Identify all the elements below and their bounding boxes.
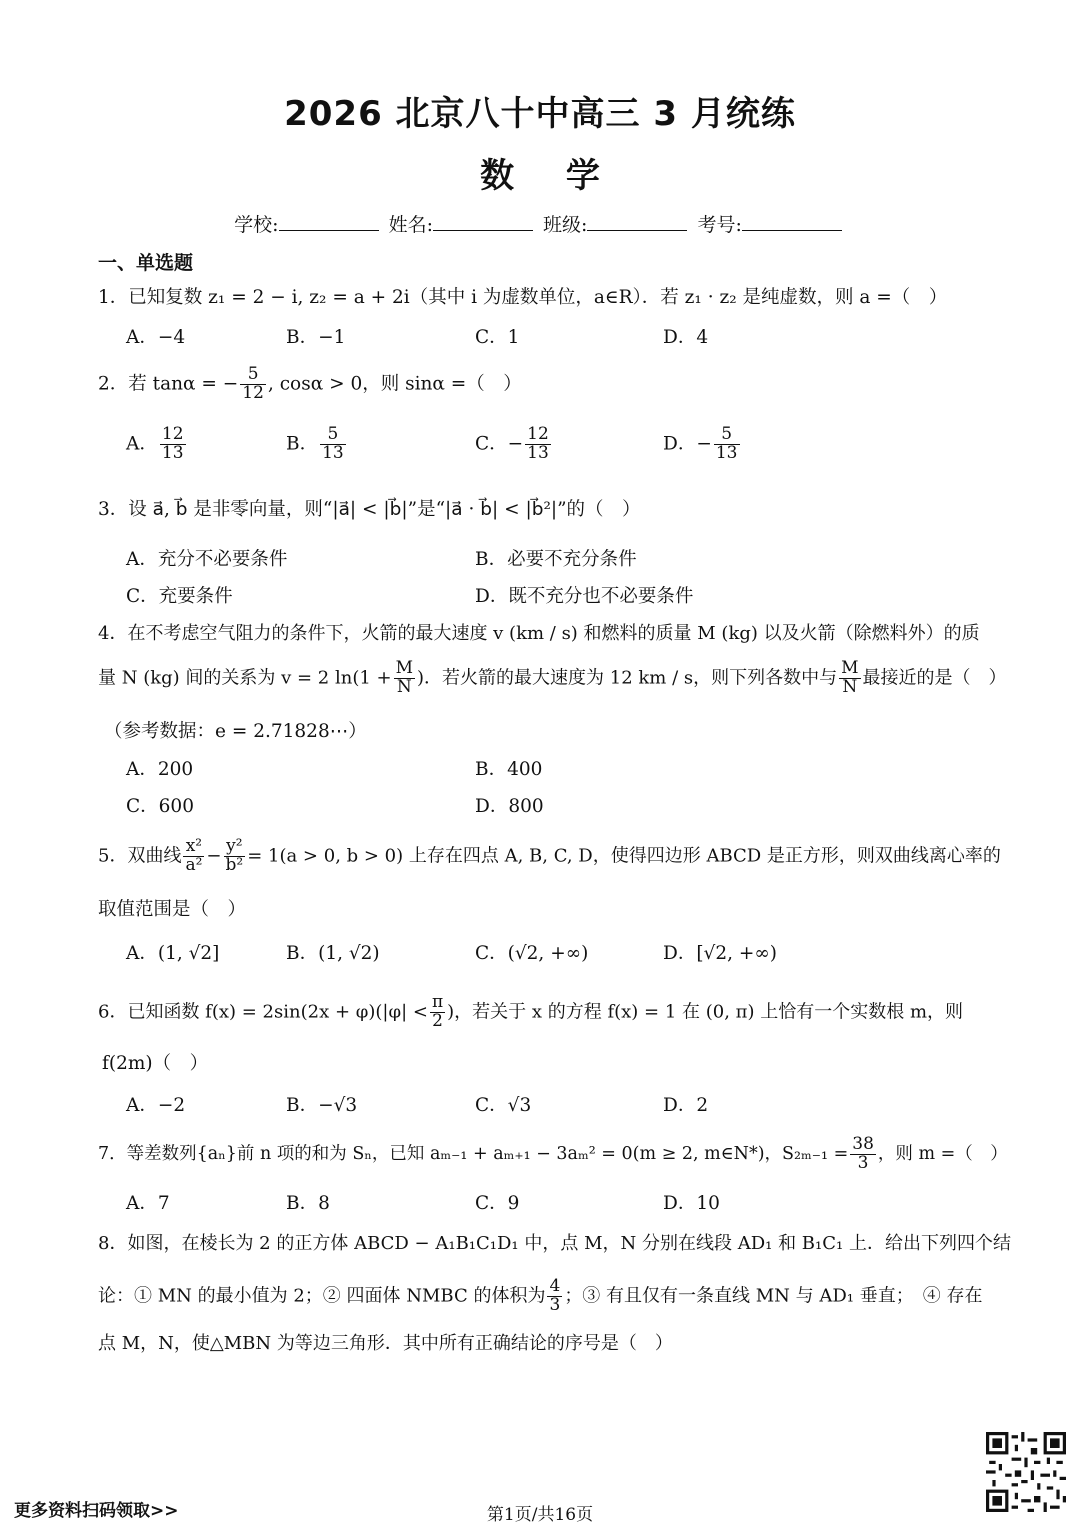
- question-8-line3: 点 M，N，使△MBN 为等边三角形．其中所有正确结论的序号是（ ）: [98, 1333, 673, 1354]
- q2-frac-numerator: 5: [240, 366, 266, 385]
- q1-option-b: B．−1: [286, 327, 346, 348]
- question-4-reference: （参考数据：e = 2.71828⋯）: [104, 721, 367, 742]
- page-number: 第1页/共16页: [486, 1505, 594, 1525]
- q7-fraction: $\frac{38}{3}$: [852, 1134, 874, 1173]
- q3-option-d: D．既不充分也不必要条件: [475, 586, 694, 607]
- q5-option-c: C．(√2, +∞): [475, 943, 589, 964]
- question-8-line1: 8．如图，在棱长为 2 的正方体 ABCD − A₁B₁C₁D₁ 中，点 M，N 分别在线段 AD₁ 和 B₁C₁ 上．给出下列四个结: [98, 1233, 1011, 1254]
- school-label: 学校:: [234, 214, 279, 236]
- student-info-line: [0, 210, 1080, 237]
- q6-option-c: C．√3: [475, 1095, 532, 1116]
- question-2: [98, 366, 522, 403]
- q4-fraction-1: $\frac{M}{N}$: [395, 658, 414, 697]
- q2-option-b: B． $\frac{5}{13}$: [286, 424, 344, 463]
- exam-number-label: 考号:: [697, 214, 742, 236]
- q2-fraction: [240, 366, 266, 403]
- name-blank: [433, 212, 533, 231]
- q6-fraction: $\frac{\pi}{2}$: [431, 992, 444, 1031]
- q5-option-a: A．(1, √2]: [126, 943, 220, 964]
- q7-option-b: B．8: [286, 1193, 330, 1214]
- q1-option-c: C．1: [475, 327, 520, 348]
- question-3: 3．设 a⃗, b⃗ 是非零向量，则“|a⃗| < |b⃗|”是“|a⃗ · b⃗| < |b⃗²|”的（ ）: [98, 499, 641, 520]
- q2-frac-denominator: 12: [242, 382, 264, 403]
- question-5-line1: 5．双曲线 $\frac{\text{x²}}{\text{a²}}$ − $\frac{\text{y²}}{\text{b²}}$ = 1(a > 0, b > 0) 上存在四点 A, B, C, D，使得四边形 ABCD 是正方形，则双曲线离心率的: [98, 836, 1001, 875]
- section-heading: 一、单选题: [98, 252, 194, 274]
- exam-number-blank: [742, 212, 842, 231]
- class-blank: [587, 212, 687, 231]
- q7-option-d: D．10: [663, 1193, 720, 1214]
- question-7: 7．等差数列{aₙ}前 n 项的和为 Sₙ，已知 aₘ₋₁ + aₘ₊₁ − 3aₘ² = 0(m ≥ 2, m∈N*)，S₂ₘ₋₁ = $\frac{38}{3}$ ，则 m =（ ）: [98, 1134, 1008, 1173]
- q3-option-c: C．充要条件: [126, 586, 233, 607]
- q2-option-d: D．− $\frac{5}{13}$: [663, 424, 738, 463]
- question-5-line2: 取值范围是（ ）: [98, 899, 247, 920]
- question-8-line2: 论：① MN 的最小值为 2；② 四面体 NMBC 的体积为 $\frac{4}{3}$ ；③ 有且仅有一条直线 MN 与 AD₁ 垂直； ④ 存在: [98, 1276, 983, 1315]
- q7-option-c: C．9: [475, 1193, 520, 1214]
- q1-option-d: D．4: [663, 327, 709, 348]
- q8-fraction: $\frac{4}{3}$: [549, 1276, 561, 1315]
- q4-option-a: A．200: [126, 759, 194, 780]
- name-label: 姓名:: [388, 214, 433, 236]
- question-1: 1．已知复数 z₁ = 2 − i, z₂ = a + 2i（其中 i 为虚数单位，a∈R）．若 z₁ · z₂ 是纯虚数，则 a =（ ）: [98, 287, 948, 308]
- page-title: 2026 北京八十中高三 3 月统练: [284, 94, 796, 134]
- q6-option-b: B．−√3: [286, 1095, 358, 1116]
- question-4-line2: 量 N (kg) 间的关系为 v = 2 ln(1 + $\frac{M}{N}$ )．若火箭的最大速度为 12 km / s，则下列各数中与 $\frac{M}{N}$ 最接近的是（ ）: [98, 658, 1007, 697]
- footer-scan-prompt[interactable]: 更多资料扫码领取>>: [14, 1501, 179, 1521]
- q2-prefix: 2．若 tanα = −: [98, 373, 239, 395]
- question-6-line1: 6．已知函数 f(x) = 2sin(2x + φ)(|φ| < $\frac{\pi}{2}$ )，若关于 x 的方程 f(x) = 1 在 (0, π) 上恰有一个实数根 m，则: [98, 992, 964, 1031]
- q6-option-a: A．−2: [126, 1095, 186, 1116]
- q5-frac-x: $\frac{\text{x²}}{\text{a²}}$: [185, 836, 203, 875]
- q7-option-a: A．7: [126, 1193, 170, 1214]
- q3-option-a: A．充分不必要条件: [126, 549, 288, 570]
- q2-suffix: , cosα > 0，则 sinα =（ ）: [267, 373, 522, 395]
- q2-option-c: C．− $\frac{12}{13}$: [475, 424, 549, 463]
- q3-option-b: B．必要不充分条件: [475, 549, 637, 570]
- class-label: 班级:: [543, 214, 588, 236]
- subject-title: 数 学: [480, 156, 600, 196]
- q5-option-d: D．[√2, +∞): [663, 943, 777, 964]
- q2-option-a: A． $\frac{12}{13}$: [126, 424, 184, 463]
- q4-option-b: B．400: [475, 759, 543, 780]
- q1-option-a: A．−4: [126, 327, 186, 348]
- q4-option-d: D．800: [475, 796, 544, 817]
- q4-fraction-2: $\frac{M}{N}$: [841, 658, 859, 697]
- question-4-line1: 4．在不考虑空气阻力的条件下，火箭的最大速度 v (km / s) 和燃料的质量 M (kg) 以及火箭（除燃料外）的质: [98, 623, 980, 644]
- question-6-line2: f(2m)（ ）: [102, 1053, 209, 1074]
- q4-option-c: C．600: [126, 796, 194, 817]
- q6-option-d: D．2: [663, 1095, 709, 1116]
- q5-option-b: B．(1, √2): [286, 943, 380, 964]
- school-blank: [279, 212, 379, 231]
- q5-frac-y: $\frac{\text{y²}}{\text{b²}}$: [225, 836, 244, 875]
